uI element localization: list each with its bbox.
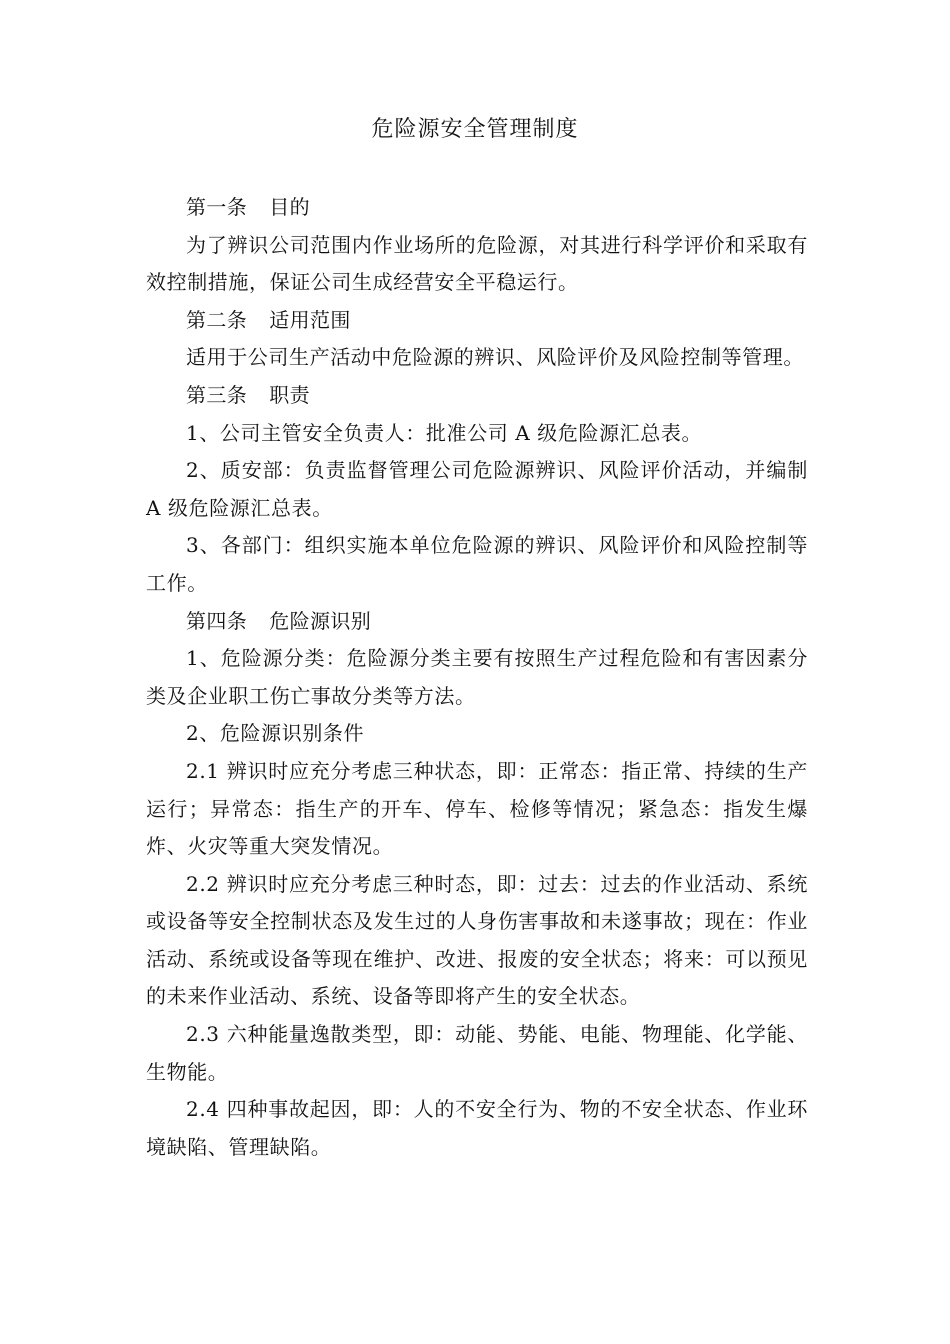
article-3-heading — [146, 377, 808, 415]
article-title: 目的 — [269, 195, 311, 219]
paragraph: 2.1 辨识时应充分考虑三种状态，即：正常态：指正常、持续的生产运行；异常态：指生产的开车、停车、检修等情况；紧急态：指发生爆炸、火灾等重大突发情况。 — [146, 758, 808, 859]
article-title: 危险源识别 — [269, 608, 372, 633]
paragraph: 2.2 辨识时应充分考虑三种时态，即：过去：过去的作业活动、系统或设备等安全控制状态及发生过的人身伤害事故和未遂事故；现在：作业活动、系统或设备等现在维护、改进、报废的安全状态；将来：可以预见的未来作业活动、系统、设备等即将产生的安全状态。 — [146, 871, 808, 1009]
paragraph: 2、质安部：负责监督管理公司危险源辨识、风险评价活动，并编制 A 级危险源汇总表。 — [146, 458, 808, 520]
document-title: 危险源安全管理制度 — [371, 117, 579, 142]
paragraph: 2、危险源识别条件 — [186, 721, 365, 746]
article-label: 第二条 — [186, 307, 248, 332]
article-1-heading — [146, 189, 808, 227]
article-4-heading — [146, 603, 808, 641]
article-2-heading — [146, 302, 808, 340]
paragraph: 为了辨识公司范围内作业场所的危险源，对其进行科学评价和采取有效控制措施，保证公司生成经营安全平稳运行。 — [146, 232, 808, 295]
article-label: 第四条 — [186, 608, 248, 633]
paragraph: 1、危险源分类：危险源分类主要有按照生产过程危险和有害因素分类及企业职工伤亡事故分类等方法。 — [146, 646, 808, 708]
paragraph: 适用于公司生产活动中危险源的辨识、风险评价及风险控制等管理。 — [186, 345, 804, 370]
paragraph: 3、各部门：组织实施本单位危险源的辨识、风险评价和风险控制等工作。 — [146, 533, 808, 595]
article-label: 第三条 — [186, 382, 248, 407]
document-body — [146, 189, 808, 1166]
paragraph: 2.4 四种事故起因，即：人的不安全行为、物的不安全状态、作业环境缺陷、管理缺陷。 — [146, 1097, 808, 1159]
paragraph: 1、公司主管安全负责人：批准公司 A 级危险源汇总表。 — [186, 420, 703, 445]
article-title: 职责 — [269, 382, 311, 407]
article-label: 第一条 — [186, 195, 248, 219]
paragraph: 2.3 六种能量逸散类型，即：动能、势能、电能、物理能、化学能、生物能。 — [146, 1022, 808, 1084]
article-title: 适用范围 — [269, 307, 351, 332]
